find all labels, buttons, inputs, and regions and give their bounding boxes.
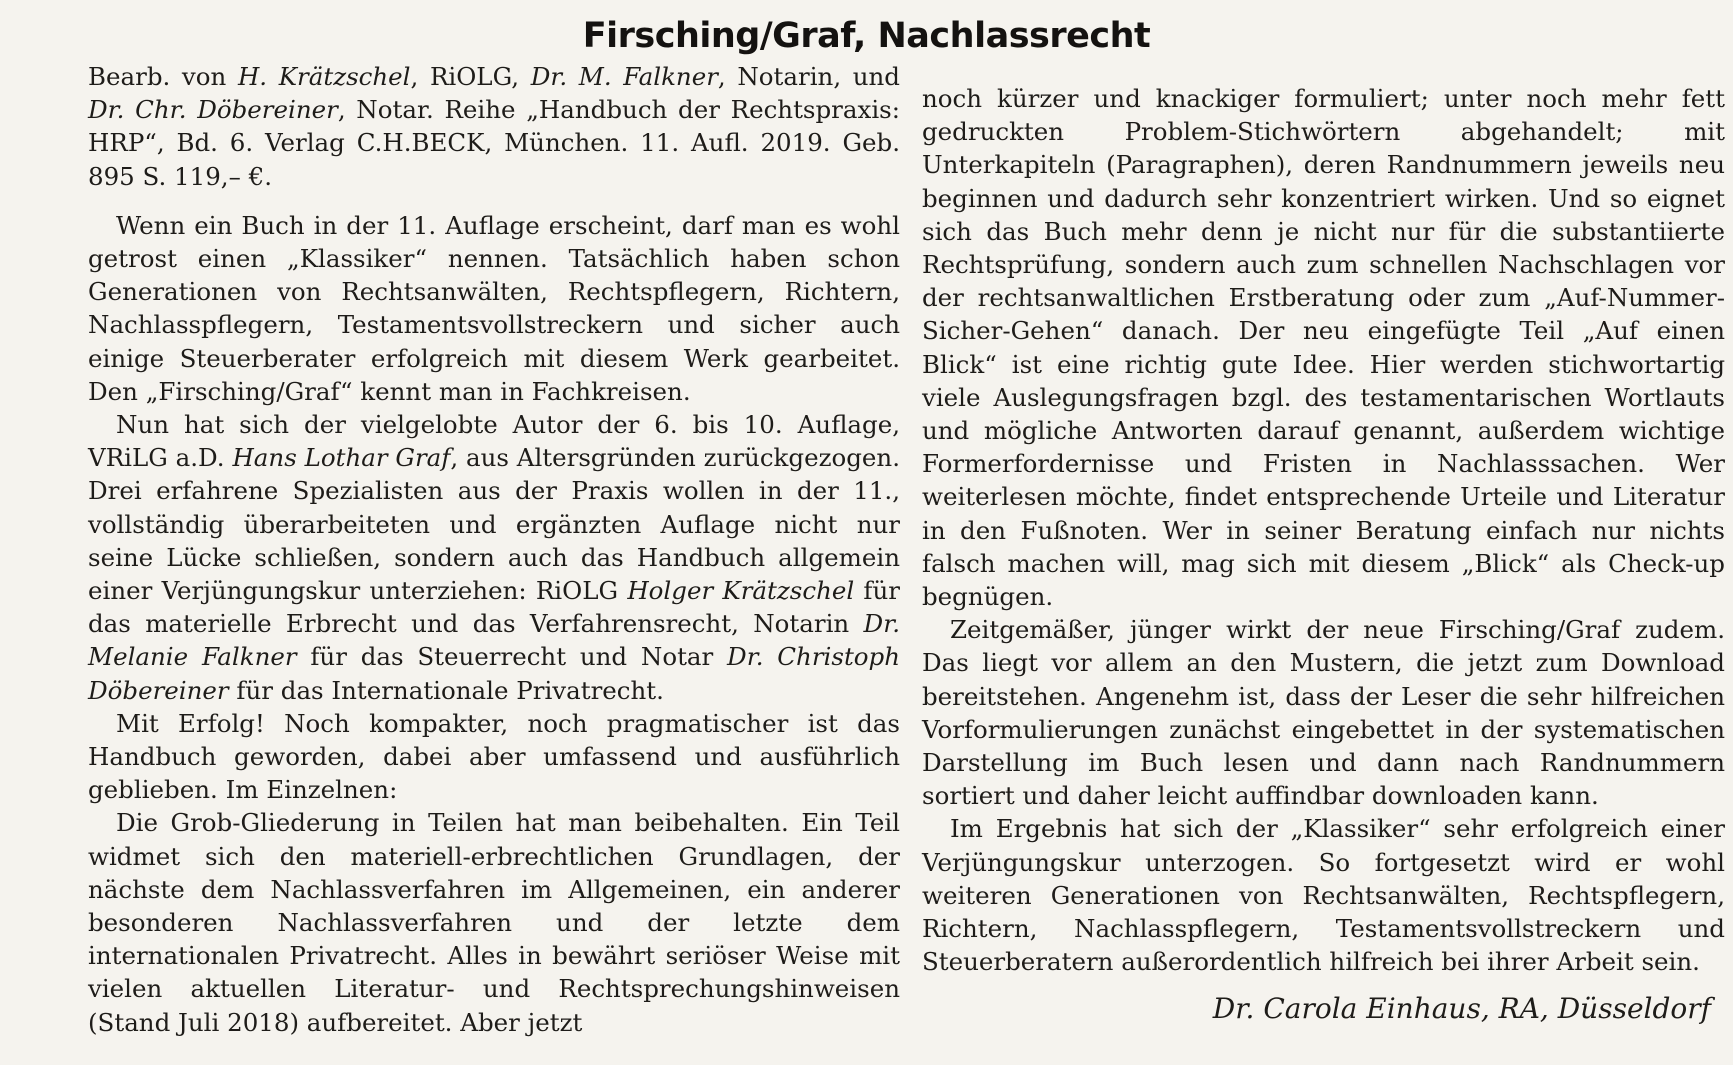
paragraph-success: Mit Erfolg! Noch kompakter, noch pragmatischer ist das Handbuch geworden, dabei aber umfassend und ausführlich geblieben. Im Einzelnen:: [88, 708, 900, 805]
para-2-name-doebereiner: Dr. Christoph Döbereiner: [88, 642, 900, 705]
para-2-name-falkner: Dr. Melanie Falkner: [88, 609, 900, 672]
bib-author-1: H. Krätzschel: [237, 62, 411, 91]
paragraph-modern: Zeitgemäßer, jünger wirkt der neue Firsching/Graf zudem. Das liegt vor allem an den Mustern, die jetzt zum Download bereitstehen. Angenehm ist, dass der Leser die sehr hilfreichen Vorformulierungen zunächst eingebettet in der systematischen Darstellung im Buch lesen und dann nach Randnummern sortiert und daher leicht auffindbar downloaden kann.: [922, 615, 1725, 811]
paragraph-intro: Wenn ein Buch in der 11. Auflage erscheint, darf man es wohl getrost einen „Klassiker“ nennen. Tatsächlich haben schon Generationen von Rechtsanwälten, Rechtspflegern, Richtern, Nachlasspflegern, Testamentsvollstreckern und sicher auch einige Steuerberater erfolgreich mit diesem Werk gearbeitet. Den „Firsching/Graf“ kennt man in Fachkreisen.: [88, 210, 900, 406]
bib-author-3: Dr. Chr. Döbereiner: [88, 95, 338, 125]
bib-prefix: Bearb. von: [88, 62, 238, 91]
reviewer-signature: Dr. Carola Einhaus, RA, Düsseldorf: [1212, 992, 1711, 1025]
paragraph-authors: [88, 408, 900, 707]
para-2-text-d: für das Steuerrecht und Notar: [296, 642, 728, 672]
review-title: Firsching/Graf, Nachlassrecht: [582, 16, 1151, 56]
para-2-text-a: Nun hat sich der vielgelobte Autor der 6. bis 10. Auflage, VRiLG a.D.: [88, 410, 900, 473]
para-2-text-e: für das Internationale Privatrecht.: [228, 675, 664, 705]
bib-suffix: , Notar. Reihe „Handbuch der Rechtspraxis: HRP“, Bd. 6. Verlag C.H.BECK, München. 11. Aufl. 2019. Geb. 895 S. 119,– €.: [88, 95, 900, 191]
right-column: [922, 82, 1725, 978]
bib-mid-1: , RiOLG,: [410, 62, 531, 91]
para-2-text-b: , aus Altersgründen zurückgezogen. Drei erfahrene Spezialisten aus der Praxis wollen in der 11., vollständig überarbeiteten und ergänzten Auflage nicht nur seine Lücke schließen, sondern auch das Handbuch allgemein einer Verjüngungskur unterziehen: RiOLG: [88, 443, 900, 606]
para-2-name-graf: Hans Lothar Graf: [232, 443, 451, 473]
left-column: [88, 60, 900, 1039]
paragraph-structure-continued: noch kürzer und knackiger formuliert; unter noch mehr fett gedruckten Problem-Stichwörtern abgehandelt; mit Unterkapiteln (Paragraphen), deren Randnummern jeweils neu beginnen und dadurch sehr konzentriert wirken. Und so eignet sich das Buch mehr denn je nicht nur für die substantiierte Rechtsprüfung, sondern auch zum schnellen Nachschlagen vor der rechtsanwaltlichen Erstberatung oder zum „Auf-Nummer-Sicher-Gehen“ danach. Der neu eingefügte Teil „Auf einen Blick“ ist eine richtig gute Idee. Hier werden stichwortartig viele Auslegungsfragen bzgl. des testamentarischen Wortlauts und mögliche Antworten darauf genannt, außerdem wichtige Formerfordernisse und Fristen in Nachlasssachen. Wer weiterlesen möchte, findet entsprechende Urteile und Literatur in den Fußnoten. Wer in seiner Beratung einfach nur nichts falsch machen will, mag sich mit diesem „Blick“ als Check-up begnügen.: [922, 84, 1725, 612]
bib-author-2: Dr. M. Falkner: [530, 62, 718, 91]
para-2-name-kraetzschel: Holger Krätzschel: [627, 576, 855, 606]
bibliography-entry: [88, 60, 900, 193]
para-2-text-c: für das materielle Erbrecht und das Verfahrensrecht, Notarin: [88, 576, 900, 639]
paragraph-structure: Die Grob-Gliederung in Teilen hat man beibehalten. Ein Teil widmet sich den materiell-erbrechtlichen Grundlagen, der nächste dem Nachlassverfahren im Allgemeinen, ein anderer besonderen Nachlassverfahren und der letzte dem internationalen Privatrecht. Alles in bewährt seriöser Weise mit vielen aktuellen Literatur- und Rechtsprechungshinweisen (Stand Juli 2018) aufbereitet. Aber jetzt: [88, 808, 900, 1037]
bib-mid-2: , Notarin, und: [717, 62, 900, 91]
paragraph-conclusion: Im Ergebnis hat sich der „Klassiker“ sehr erfolgreich einer Verjüngungskur unterzogen. So fortgesetzt wird er wohl weiteren Generationen von Rechtsanwälten, Rechtspflegern, Richtern, Nachlasspflegern, Testamentsvollstreckern und Steuerberatern außerordentlich hilfreich bei ihrer Arbeit sein.: [922, 814, 1725, 977]
